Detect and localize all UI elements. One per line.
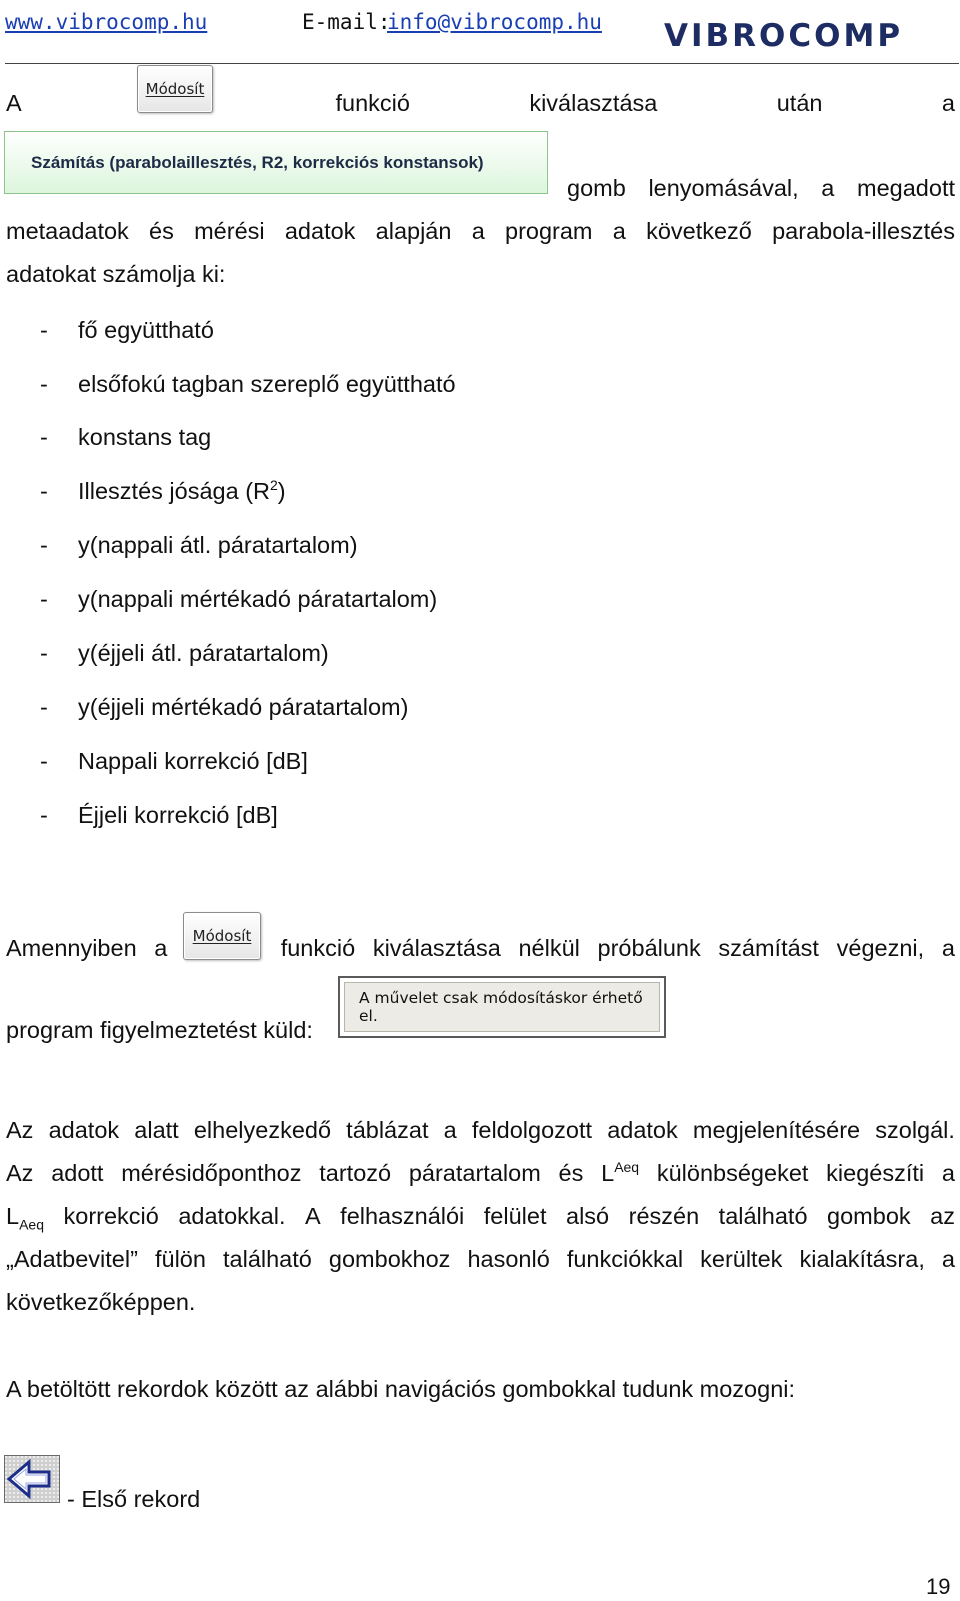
word: A <box>6 90 22 116</box>
list-dash: - <box>40 694 48 720</box>
word: alapján <box>375 218 452 244</box>
intro-line-4: adatokat számolja ki: <box>6 261 226 287</box>
word: részén <box>628 1203 700 1229</box>
word: tartozó <box>319 1160 392 1186</box>
arrow-left-icon <box>5 1456 59 1502</box>
word: fülön <box>154 1246 206 1272</box>
warning-message: A művelet csak módosításkor érhető el. <box>344 982 660 1032</box>
nav-intro: A betöltött rekordok között az alábbi navigációs gombokkal tudunk mozogni: <box>6 1376 796 1402</box>
word: található <box>223 1246 312 1272</box>
word: elhelyezkedő <box>193 1117 332 1143</box>
word: a <box>941 1246 955 1272</box>
word: páratartalom <box>408 1160 541 1186</box>
list-item <box>40 369 456 399</box>
list-dash: - <box>40 317 48 343</box>
list-text: Éjjeli korrekció [dB] <box>78 802 278 828</box>
logo-text: VIBROCOMP <box>664 18 904 54</box>
word: kiválasztása <box>372 935 501 961</box>
first-record-button[interactable] <box>4 1455 60 1503</box>
word: felület <box>483 1203 547 1229</box>
superscript: Aeq <box>614 1159 640 1176</box>
word: mérésidőponthoz <box>121 1160 302 1186</box>
intro-line-2 <box>567 173 955 203</box>
word: „Adatbevitel” <box>6 1246 138 1272</box>
word: szolgál. <box>875 1117 955 1143</box>
list-text: y(nappali mértékadó páratartalom) <box>78 586 438 612</box>
superscript: 2 <box>270 477 278 494</box>
word: mérési <box>194 218 265 244</box>
list-text: y(nappali átl. páratartalom) <box>78 532 358 558</box>
word: alsó <box>566 1203 610 1229</box>
word: az <box>930 1203 955 1229</box>
email-link[interactable]: info@vibrocomp.hu <box>387 10 602 34</box>
word: parabola-illesztés <box>772 218 955 244</box>
list-text: elsőfokú tagban szereplő együttható <box>78 371 456 397</box>
word: gombokhoz <box>328 1246 451 1272</box>
page-number: 19 <box>926 1574 951 1599</box>
modosit-button-label: Módosít <box>145 80 205 98</box>
page-header <box>0 0 960 64</box>
word: a <box>941 935 955 961</box>
word: végezni, <box>836 935 925 961</box>
warning-line-2: program figyelmeztetést küld: <box>6 1017 313 1043</box>
word: hasonló <box>467 1246 550 1272</box>
word: kiválasztása <box>529 90 658 116</box>
l-letter: L <box>6 1203 20 1229</box>
para2-line-3 <box>6 1201 955 1231</box>
list-dash: - <box>40 802 48 828</box>
subscript: Aeq <box>19 1216 44 1233</box>
word: Az <box>6 1117 34 1143</box>
word: nélkül <box>518 935 580 961</box>
modosit-button[interactable] <box>183 912 261 960</box>
l-letter: L <box>601 1160 615 1186</box>
word: gomb <box>567 175 626 201</box>
list-dash: - <box>40 478 48 504</box>
list-item <box>40 746 308 776</box>
list-text: Nappali korrekció [dB] <box>78 748 308 774</box>
list-item <box>40 692 408 722</box>
word: számítást <box>718 935 819 961</box>
list-text: fő együttható <box>78 317 214 343</box>
word: különbségeket <box>656 1160 809 1186</box>
modosit-button[interactable] <box>137 65 213 113</box>
para2-line-2 <box>6 1158 955 1188</box>
list-item <box>40 530 358 560</box>
list-text-suffix: ) <box>277 478 286 504</box>
modosit-button-label: Módosít <box>192 927 252 945</box>
word: a <box>443 1117 457 1143</box>
list-text: y(éjjeli átl. páratartalom) <box>78 640 329 666</box>
para2-line-5: következőképpen. <box>6 1289 196 1315</box>
word: és <box>149 218 174 244</box>
list-dash: - <box>40 640 48 666</box>
warning-line-1 <box>6 933 955 963</box>
list-text: y(éjjeli mértékadó páratartalom) <box>78 694 409 720</box>
list-dash: - <box>40 424 48 450</box>
list-item <box>40 476 286 506</box>
word: Az <box>6 1160 34 1186</box>
word: után <box>776 90 823 116</box>
word: található <box>718 1203 808 1229</box>
list-item <box>40 800 278 830</box>
word: Amennyiben <box>6 935 137 961</box>
word: a <box>941 1160 955 1186</box>
word: funkciókkal <box>566 1246 684 1272</box>
warning-message-box <box>338 976 666 1038</box>
word: gombok <box>827 1203 911 1229</box>
laeq-symbol <box>6 1201 44 1231</box>
word: és <box>558 1160 584 1186</box>
word: korrekció <box>63 1203 159 1229</box>
list-dash: - <box>40 586 48 612</box>
word: próbálunk <box>597 935 701 961</box>
calculate-button[interactable] <box>4 131 548 194</box>
calculate-button-label: Számítás (parabolaillesztés, R2, korrekciós konstansok) <box>31 152 484 172</box>
laeq-symbol <box>601 1158 639 1188</box>
para2-line-1 <box>6 1115 955 1145</box>
word: a <box>821 175 835 201</box>
word: lenyomásával, <box>648 175 799 201</box>
website-link[interactable]: www.vibrocomp.hu <box>5 10 208 34</box>
word: a <box>612 218 626 244</box>
list-item <box>40 584 437 614</box>
word: felhasználói <box>340 1203 465 1229</box>
word: kiegészíti <box>826 1160 925 1186</box>
word: adatok <box>48 1117 120 1143</box>
list-item <box>40 422 211 452</box>
word: metaadatok <box>6 218 129 244</box>
list-dash: - <box>40 532 48 558</box>
word: következő <box>646 218 752 244</box>
list-dash: - <box>40 371 48 397</box>
intro-line-3 <box>6 216 955 246</box>
list-item <box>40 315 214 345</box>
word: a <box>154 935 168 961</box>
list-item <box>40 638 329 668</box>
word: funkció <box>335 90 410 116</box>
word: kialakításra, <box>799 1246 925 1272</box>
word: adatok <box>607 1117 678 1143</box>
word: a <box>941 90 955 116</box>
word: feldolgozott <box>471 1117 593 1143</box>
vibrocomp-logo <box>664 14 934 54</box>
list-dash: - <box>40 748 48 774</box>
email-label: E-mail: <box>302 10 391 34</box>
word: megjelenítésére <box>692 1117 861 1143</box>
word: program <box>505 218 593 244</box>
word: megadott <box>857 175 955 201</box>
word: A <box>304 1203 321 1229</box>
para2-line-4 <box>6 1244 955 1274</box>
word: funkció <box>280 935 356 961</box>
word: adott <box>51 1160 104 1186</box>
header-divider <box>5 63 959 64</box>
word: alatt <box>134 1117 179 1143</box>
word: kerültek <box>700 1246 783 1272</box>
first-record-label: - Első rekord <box>67 1486 201 1512</box>
word: adatok <box>284 218 356 244</box>
word: adatokkal. <box>178 1203 286 1229</box>
word: táblázat <box>346 1117 429 1143</box>
list-text: Illesztés jósága (R <box>78 478 270 504</box>
list-text: konstans tag <box>78 424 212 450</box>
word: a <box>471 218 485 244</box>
